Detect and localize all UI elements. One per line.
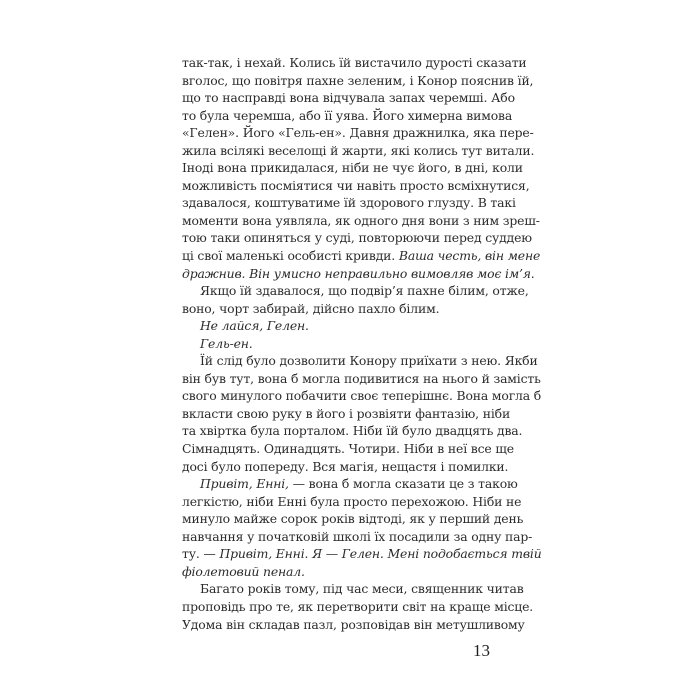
text-line	[182, 493, 522, 511]
body-text: він був тут, вона б могла подивитися на нього й замість	[182, 370, 541, 386]
body-text: можливість посміятися чи навіть просто всміхнутися,	[182, 177, 530, 193]
italic-text: Ваша честь, він мене	[398, 248, 541, 264]
body-text: вголос, що повітря пахне зеленим, і Конор пояснив їй,	[182, 72, 534, 88]
text-line	[182, 265, 535, 283]
text-line	[182, 159, 523, 177]
text-line	[182, 528, 533, 546]
body-text: жила всілякі веселощі й жарти, які колись тут витали.	[182, 142, 535, 158]
text-line	[182, 317, 504, 335]
text-line	[182, 72, 534, 90]
text-line	[182, 194, 516, 212]
body-text: «Гелен». Його «Гель-ен». Давня дражнилка, яка пере-	[182, 125, 534, 141]
text-line	[182, 475, 518, 493]
text-line	[182, 405, 511, 423]
text-line	[182, 598, 534, 616]
text-line	[182, 510, 524, 528]
text-line	[182, 54, 527, 72]
body-text: проповідь про те, як перетворити світ на краще місце.	[182, 598, 534, 614]
text-line	[182, 247, 541, 265]
text-line	[182, 124, 534, 142]
italic-text: Не лайся, Гелен.	[200, 318, 309, 334]
body-text: Якщо їй здавалося, що подвір’я пахне білим, отже,	[200, 283, 529, 299]
text-line	[182, 580, 524, 598]
italic-text: Гель-ен.	[200, 335, 253, 351]
body-text: свого минулого побачити своє теперішнє. Вона могла б	[182, 388, 542, 404]
body-text: навчання у початковій школі їх посадили за одну пар-	[182, 528, 533, 544]
body-text: Сімнадцять. Одинадцять. Чотири. Ніби в неї все ще	[182, 441, 514, 457]
text-line	[182, 458, 509, 476]
text-line	[182, 422, 523, 440]
body-text: тою таки опиняться у суді, повторюючи перед суддею	[182, 230, 532, 246]
text-line	[182, 387, 542, 405]
italic-text: Привіт, Енні,	[200, 476, 289, 492]
text-line	[182, 229, 532, 247]
text-line	[182, 563, 504, 581]
body-text: Удома він складав пазл, розповідав він метушливому	[182, 616, 525, 632]
body-text: так-так, і нехай. Колись їй вистачило дурості сказати	[182, 55, 527, 70]
italic-text: фіолетовий пенал.	[182, 563, 305, 579]
italic-text: Привіт, Енні. Я — Гелен. Мені подобається твій	[219, 546, 542, 562]
text-line	[182, 177, 530, 195]
text-line	[182, 212, 540, 230]
body-text: Їй слід було дозволити Конору приїхати з нею. Якби	[200, 353, 538, 369]
body-text: моменти вона уявляла, як одного дня вони з ним зреш-	[182, 212, 540, 228]
body-text: ці свої маленькі особисті кривди.	[182, 248, 399, 264]
body-text: вкласти свою руку в його і розвіяти фантазію, ніби	[182, 405, 511, 421]
body-text: що то насправді вона відчувала запах черемші. Або	[182, 90, 515, 106]
text-line	[182, 370, 541, 388]
body-text: то була черемша, або її уява. Його химерна вимова	[182, 107, 513, 123]
text-line	[182, 352, 538, 370]
text-line	[182, 107, 513, 125]
body-text: ту. —	[182, 546, 220, 562]
body-text: — вона б могла сказати це з такою	[288, 476, 518, 492]
body-text: минуло майже сорок років відтоді, як у перший день	[182, 511, 524, 527]
body-text: легкістю, ніби Енні була просто перехожою. Ніби не	[182, 493, 522, 509]
text-line	[182, 89, 515, 107]
text-line	[182, 545, 542, 563]
text-line	[182, 282, 529, 300]
body-text: здавалося, коштуватиме їй здорового глузду. В такі	[182, 195, 516, 211]
body-text: досі було попереду. Вся магія, нещастя і помилки.	[182, 458, 509, 474]
body-text: Багато років тому, під час меси, священник читав	[200, 581, 524, 597]
text-line	[182, 300, 504, 318]
text-line	[182, 335, 504, 353]
body-text: воно, чорт забирай, дійсно пахло білим.	[182, 300, 440, 316]
text-line	[182, 440, 514, 458]
body-text: та хвіртка була порталом. Ніби їй було двадцять два.	[182, 423, 523, 439]
italic-text: дражнив. Він умисно неправильно вимовляв моє ім’я.	[182, 265, 535, 281]
page-body-text	[182, 54, 542, 633]
body-text: Іноді вона прикидалася, ніби не чує його, в дні, коли	[182, 160, 523, 176]
text-line	[182, 616, 525, 634]
page-number: 13	[473, 641, 490, 660]
text-line	[182, 142, 535, 160]
